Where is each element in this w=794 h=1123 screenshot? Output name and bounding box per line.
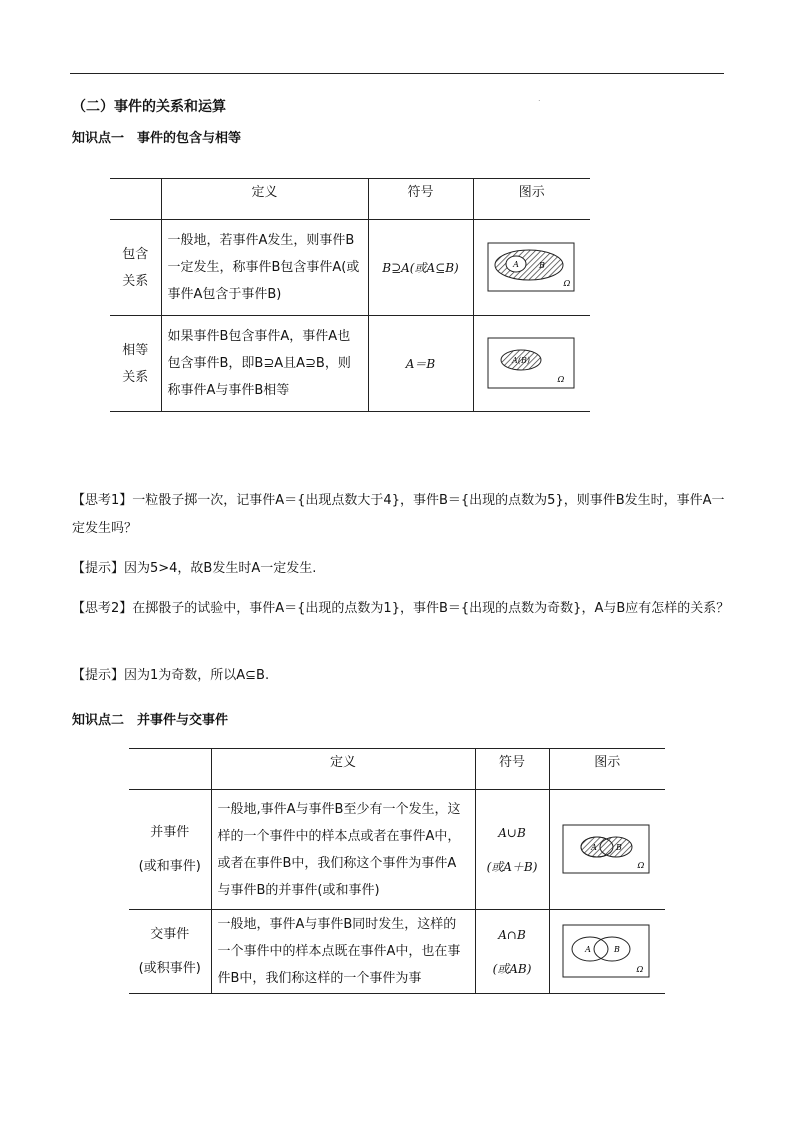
diagram-label-a: A <box>591 842 598 852</box>
hint-1: 【提示】因为5>4，故B发生时A一定发生. <box>72 561 317 576</box>
header-rule <box>70 73 724 74</box>
kp2-title: 知识点二 并事件与交事件 <box>72 713 229 728</box>
diagram-label-omega: Ω <box>557 374 565 384</box>
header-definition: 定义 <box>161 179 368 220</box>
symbol-equality: A＝B <box>368 316 473 412</box>
table-containment-equality <box>110 178 590 412</box>
table-row <box>129 790 665 910</box>
diagram-label-a: A <box>585 944 592 954</box>
row-label-containment: 包含 关系 <box>110 220 161 316</box>
speck: . <box>538 94 541 103</box>
kp1-title: 知识点一 事件的包含与相等 <box>72 131 242 146</box>
diagram-label-b: B <box>538 260 545 270</box>
hint-2: 【提示】因为1为奇数，所以A⊆B. <box>72 668 270 683</box>
header-empty <box>110 179 161 220</box>
diagram-cell-containment <box>473 220 590 316</box>
diagram-label-b: B <box>614 944 621 954</box>
symbol-union: A∪B (或A＋B) <box>475 790 549 910</box>
table-row <box>110 220 590 316</box>
header-symbol: 符号 <box>475 749 549 790</box>
header-empty <box>129 749 211 790</box>
diagram-label-ab: A(B) <box>511 355 530 365</box>
definition-containment: 一般地，若事件A发生，则事件B一定发生，称事件B包含事件A(或事件A包含于事件B) <box>161 220 368 316</box>
header-diagram: 图示 <box>473 179 590 220</box>
definition-equality: 如果事件B包含事件A，事件A也包含事件B，即B⊇A且A⊇B，则称事件A与事件B相等 <box>161 316 368 412</box>
think-2: 【思考2】在掷骰子的试验中，事件A＝{出现的点数为1}，事件B＝{出现的点数为奇数}，A与B应有怎样的关系？ <box>72 601 730 616</box>
diagram-cell-equality <box>473 316 590 412</box>
table-row <box>110 316 590 412</box>
intersection-venn-diagram <box>562 924 652 980</box>
symbol-intersection: A∩B (或AB) <box>475 910 549 994</box>
header-definition: 定义 <box>211 749 475 790</box>
diagram-cell-intersection <box>549 910 665 994</box>
diagram-label-omega: Ω <box>563 278 571 288</box>
diagram-label-omega: Ω <box>637 860 645 870</box>
header-symbol: 符号 <box>368 179 473 220</box>
row-label-equality: 相等 关系 <box>110 316 161 412</box>
diagram-label-a: A <box>512 259 519 269</box>
symbol-containment: B⊇A(或A⊆B) <box>368 220 473 316</box>
table-header-row <box>129 749 665 790</box>
table-header-row <box>110 179 590 220</box>
containment-venn-diagram <box>487 242 577 294</box>
definition-union: 一般地,事件A与事件B至少有一个发生，这样的一个事件中的样本点或者在事件A中，或者在事件B中，我们称这个事件为事件A与事件B的并事件(或和事件) <box>211 790 475 910</box>
table-union-intersection <box>129 748 665 994</box>
think-1: 【思考1】一粒骰子掷一次，记事件A＝{出现点数大于4}，事件B＝{出现的点数为5}，则事件B发生时，事件A一定发生吗？ <box>72 493 725 536</box>
equality-venn-diagram <box>487 337 577 391</box>
diagram-label-omega: Ω <box>636 964 644 974</box>
table-row <box>129 910 665 994</box>
definition-intersection: 一般地，事件A与事件B同时发生，这样的一个事件中的样本点既在事件A中，也在事件B中，我们称这样的一个事件为事 <box>211 910 475 994</box>
row-label-union: 并事件 (或和事件) <box>129 790 211 910</box>
diagram-cell-union <box>549 790 665 910</box>
header-diagram: 图示 <box>549 749 665 790</box>
section-title: （二）事件的关系和运算 <box>72 99 226 115</box>
union-venn-diagram <box>562 824 652 876</box>
row-label-intersection: 交事件 (或积事件) <box>129 910 211 994</box>
diagram-label-b: B <box>616 842 623 852</box>
